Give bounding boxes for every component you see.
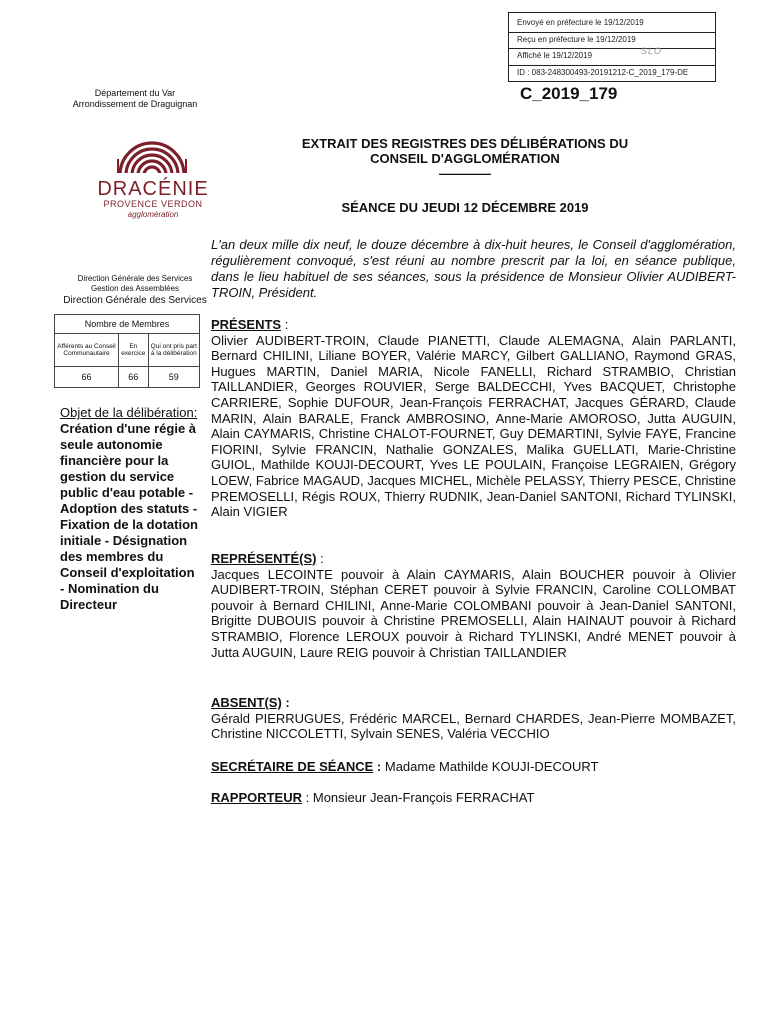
intro-paragraph: L'an deux mille dix neuf, le douze décembre à dix-huit heures, le Conseil d'agglomération, régulièrement convoqué, s'est réuni au nombre prescrit par la loi, en séance publique, dans le lieu habituel de ses séances, sous la présidence de Monsieur Olivier AUDIBERT-TROIN, Président. [211, 237, 736, 300]
stamp-divider [509, 32, 715, 33]
presents-list: Olivier AUDIBERT-TROIN, Claude PIANETTI, Claude ALEMAGNA, Alain PARLANTI, Bernard CHILINI, Liliane BOYER, Valérie MARCY, Gilbert GALLIANO, Raymond GRAS, Hugues MARTIN, Daniel MARIA, Nicole FANELLI, Richard STRAMBIO, Christian TAILLANDIER, Georges ROUVIER, Serge BALDECCHI, Yves BACQUET, Christophe CARRIERE, Sophie DUFOUR, Jean-François FERRACHAT, Jacques GÉRARD, Claude MARIN, Alain BARALE, Franck AMBROSINO, Anne-Marie AMOROSO, Jutta AUGUIN, Alain CAYMARIS, Christine CHALOT-FOURNET, Guy DEMARTINI, Sylvie FAYE, Francine FIORINI, Sylvie FRANCIN, Nathalie GONZALES, Malika GUELLATI, Marie-Christine GUIOL, Mathilde KOUJI-DECOURT, Yves LE POULAIN, Françoise LEGRAIEN, Grégory LOEW, Fabrice MAGAUD, Jacques MICHEL, Michèle PELASSY, Thierry PESCE, Christine PREMOSELLI, Régis ROUX, Thierry RUDNIK, Jean-Daniel SANTONI, Richard TYLINSKI, Alain VIGIER [211, 332, 736, 520]
subject-text: Création d'une régie à seule autonomie financière pour la gestion du service public d'eau potable - Adoption des statuts - Fixation de la dotation initiale - Désignation des membres du Conseil d'exploitation - Nomination du Directeur [60, 421, 198, 612]
logo-tagline: agglomération [127, 210, 179, 219]
arrondissement-name: Arrondissement de Draguignan [72, 99, 198, 109]
absent-section [211, 695, 736, 742]
members-column-votants: Qui ont pris part à la délibération [148, 334, 199, 367]
stamp-signature-mark: SLO [641, 46, 663, 56]
members-value-votants: 59 [148, 367, 199, 388]
represented-separator: : [316, 551, 324, 566]
stamp-received-date: Reçu en préfecture le 19/12/2019 [517, 35, 636, 44]
stamp-posted-date: Affiché le 19/12/2019 [517, 51, 593, 60]
session-date-heading: SÉANCE DU JEUDI 12 DÉCEMBRE 2019 [341, 200, 589, 215]
rapporteur-separator: : [302, 790, 313, 805]
direction-line-3: Direction Générale des Services [63, 295, 207, 306]
direction-line-2: Gestion des Assemblées [90, 284, 180, 293]
deliberation-subject [60, 405, 202, 613]
rapporteur-section [211, 790, 736, 806]
title-line-1: EXTRAIT DES REGISTRES DES DÉLIBÉRATIONS DU [301, 136, 629, 151]
secretary-separator: : [373, 759, 385, 774]
presents-section [211, 317, 736, 520]
presents-separator: : [281, 317, 289, 332]
members-value-en-exercice: 66 [119, 367, 149, 388]
subject-label: Objet de la délibération: [60, 405, 198, 420]
prefecture-stamp [508, 12, 716, 82]
stamp-id: ID : 083-248300493-20191212-C_2019_179-DE [517, 68, 689, 77]
logo-wordmark: DRACÉNIE [97, 178, 209, 200]
members-column-afferents: Afférents au Conseil Communautaire [55, 334, 119, 367]
presents-heading: PRÉSENTS [211, 317, 282, 332]
represented-list: Jacques LECOINTE pouvoir à Alain CAYMARIS, Alain BOUCHER pouvoir à Olivier AUDIBERT-TROIN, Stéphan CERET pouvoir à Sylvie FRANCIN, Caroline COLLOMBAT pouvoir à Bernard CHILINI, Anne-Marie COLOMBANI pouvoir à Jean-Daniel SANTONI, Brigitte DUBOUIS pouvoir à Christine PREMOSELLI, Alain HAINAUT pouvoir à Richard STRAMBIO, Florence LEROUX pouvoir à Richard TYLINSKI, André MENET pouvoir à Jutta AUGUIN, Laure REIG pouvoir à Christian TAILLANDIER [211, 566, 736, 660]
secretary-name: Madame Mathilde KOUJI-DECOURT [384, 759, 599, 774]
members-value-afferents: 66 [55, 367, 119, 388]
department-name: Département du Var [94, 88, 176, 98]
absent-list: Gérald PIERRUGUES, Frédéric MARCEL, Bernard CHARDES, Jean-Pierre MOMBAZET, Christine NICCOLETTI, Sylvain SENES, Valéria VECCHIO [211, 710, 736, 742]
rapporteur-heading: RAPPORTEUR [211, 790, 303, 805]
rapporteur-name: Monsieur Jean-François FERRACHAT [312, 790, 535, 805]
represented-section [211, 551, 736, 660]
secretary-heading: SECRÉTAIRE DE SÉANCE [211, 759, 374, 774]
absent-separator: : [281, 695, 290, 710]
title-rule: ———— [439, 166, 491, 181]
stamp-divider [509, 65, 715, 66]
members-count-table [54, 314, 200, 388]
document-title [250, 136, 680, 181]
direction-line-1: Direction Générale des Services [77, 274, 193, 283]
members-table-header: Nombre de Membres [55, 315, 200, 334]
members-column-en-exercice: En exercice [119, 334, 149, 367]
stamp-divider [509, 48, 715, 49]
represented-heading: REPRÉSENTÉ(S) [211, 551, 317, 566]
logo-subtitle: PROVENCE VERDON [103, 199, 203, 209]
absent-heading: ABSENT(S) [211, 695, 282, 710]
title-line-2: CONSEIL D'AGGLOMÉRATION [370, 151, 560, 166]
department-block [40, 88, 230, 110]
document-reference: C_2019_179 [520, 84, 618, 103]
direction-block [40, 274, 230, 307]
secretary-section [211, 759, 736, 775]
stamp-sent-date: Envoyé en préfecture le 19/12/2019 [517, 18, 644, 27]
